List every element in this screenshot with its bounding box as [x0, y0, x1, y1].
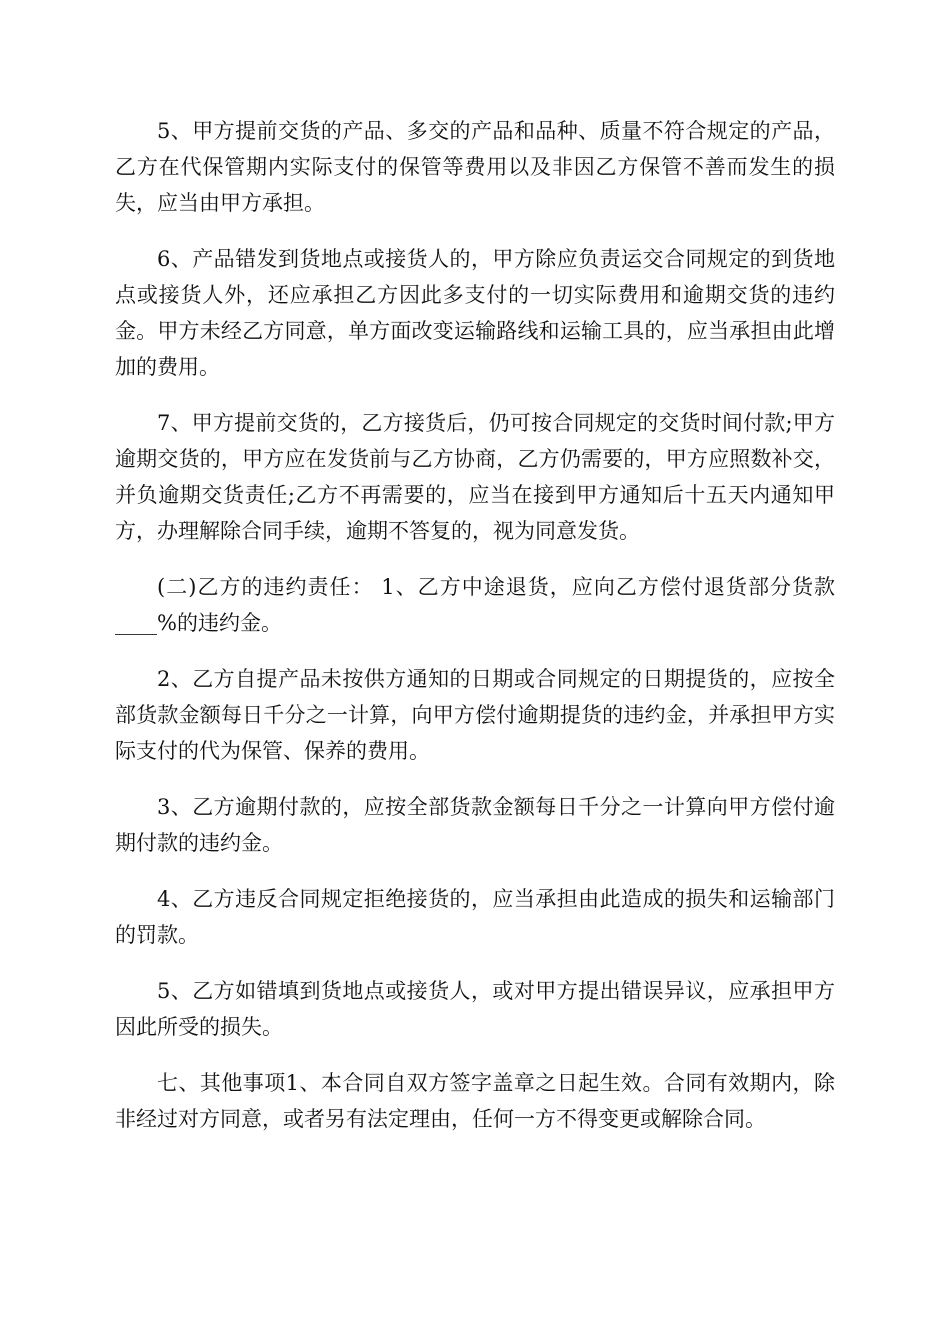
paragraph-4: (二)乙方的违约责任： 1、乙方中途退货，应向乙方偿付退货部分货款____%的违约金。 [115, 575, 835, 635]
paragraph-9: 七、其他事项1、本合同自双方签字盖章之日起生效。合同有效期内，除非经过对方同意，或者另有法定理由，任何一方不得变更或解除合同。 [115, 1071, 835, 1131]
paragraph-5: 2、乙方自提产品未按供方通知的日期或合同规定的日期提货的，应按全部货款金额每日千分之一计算，向甲方偿付逾期提货的违约金，并承担甲方实际支付的代为保管、保养的费用。 [115, 667, 835, 763]
paragraph-8: 5、乙方如错填到货地点或接货人，或对甲方提出错误异议，应承担甲方因此所受的损失。 [115, 979, 835, 1039]
paragraph-1: 5、甲方提前交货的产品、多交的产品和品种、质量不符合规定的产品，乙方在代保管期内实际支付的保管等费用以及非因乙方保管不善而发生的损失，应当由甲方承担。 [115, 119, 835, 215]
paragraph-2: 6、产品错发到货地点或接货人的，甲方除应负责运交合同规定的到货地点或接货人外，还应承担乙方因此多支付的一切实际费用和逾期交货的违约金。甲方未经乙方同意，单方面改变运输路线和运输工具的，应当承担由此增加的费用。 [115, 247, 835, 379]
document-page [115, 113, 835, 1157]
paragraph-6: 3、乙方逾期付款的，应按全部货款金额每日千分之一计算向甲方偿付逾期付款的违约金。 [115, 795, 835, 855]
paragraph-7: 4、乙方违反合同规定拒绝接货的，应当承担由此造成的损失和运输部门的罚款。 [115, 887, 835, 947]
paragraph-3: 7、甲方提前交货的，乙方接货后，仍可按合同规定的交货时间付款;甲方逾期交货的，甲方应在发货前与乙方协商，乙方仍需要的，甲方应照数补交，并负逾期交货责任;乙方不再需要的，应当在接到甲方通知后十五天内通知甲方，办理解除合同手续，逾期不答复的，视为同意发货。 [115, 411, 835, 543]
